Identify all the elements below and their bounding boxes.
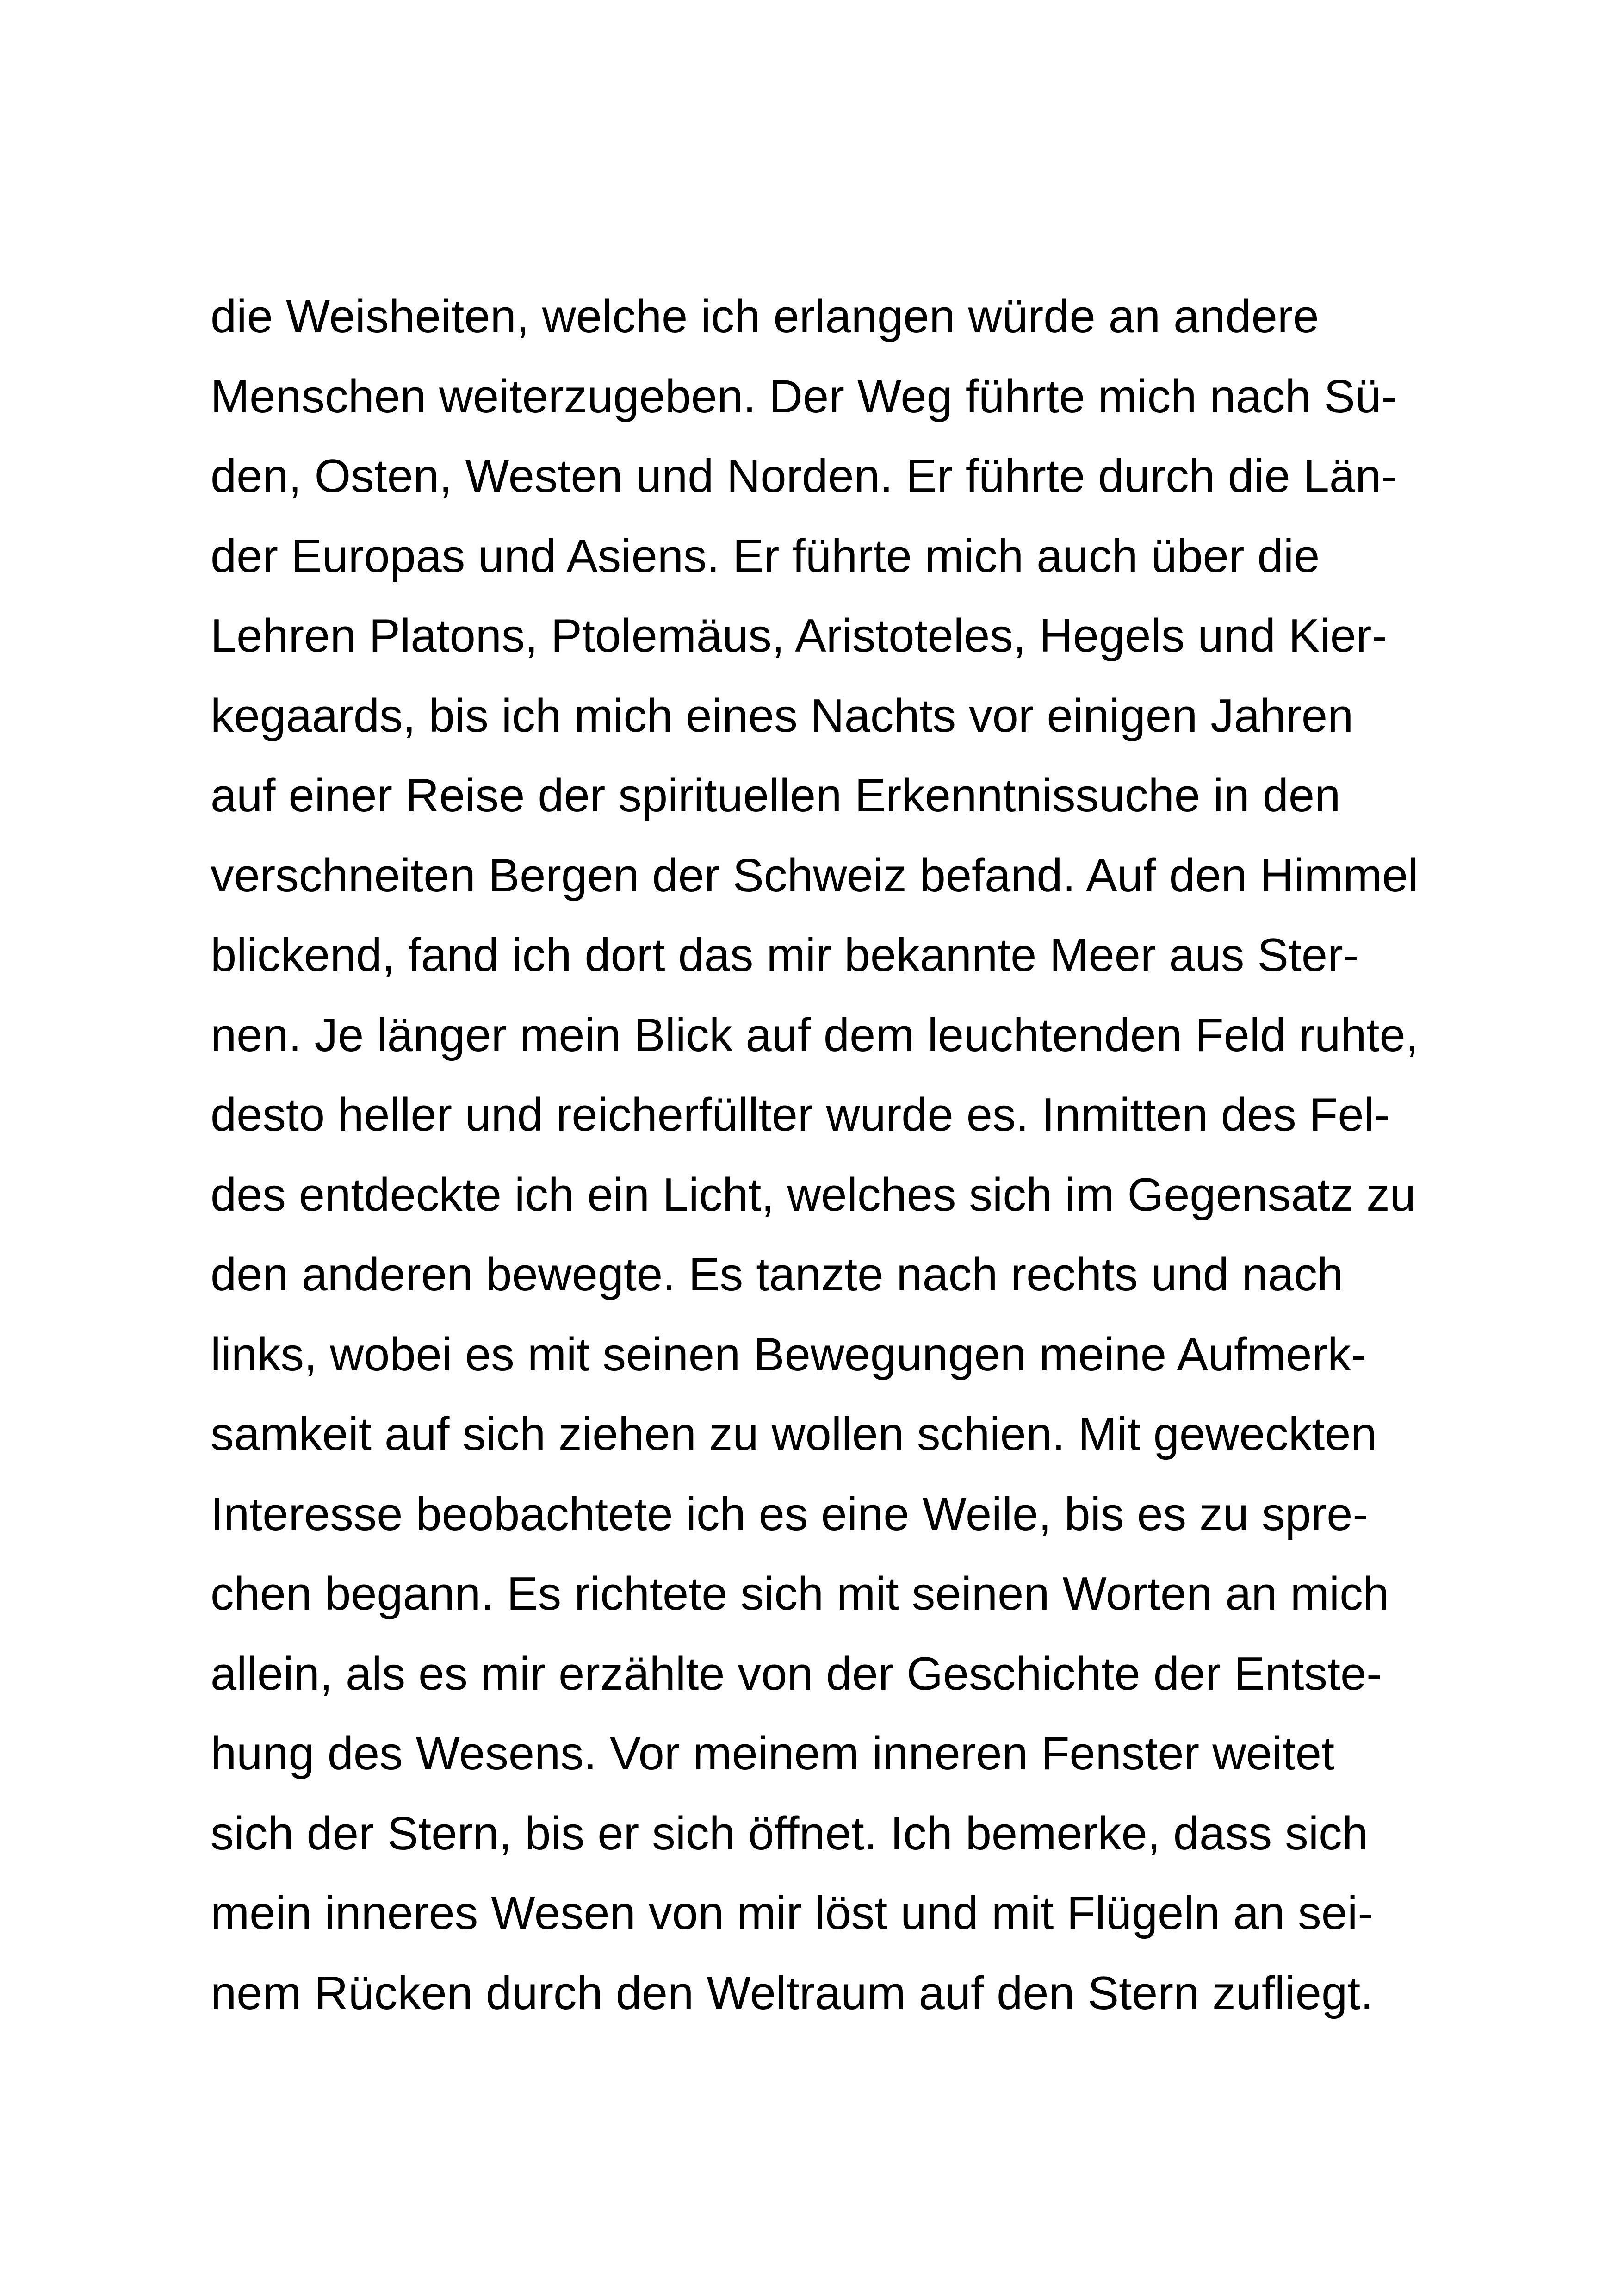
text-line: desto heller und reicherfüllter wurde es. Inmitten des Fel-: [211, 1089, 1390, 1141]
text-line: hung des Wesens. Vor meinem inneren Fenster weitet: [211, 1728, 1335, 1780]
text-line: den, Osten, Westen und Norden. Er führte durch die Län-: [211, 450, 1397, 502]
text-line: chen begann. Es richtete sich mit seinen Worten an mich: [211, 1568, 1389, 1620]
text-line: die Weisheiten, welche ich erlangen würde an andere: [211, 291, 1319, 342]
text-line: mein inneres Wesen von mir löst und mit Flügeln an sei-: [211, 1887, 1374, 1939]
text-line: den anderen bewegte. Es tanzte nach rechts und nach: [211, 1249, 1344, 1300]
text-line: der Europas und Asiens. Er führte mich auch über die: [211, 530, 1320, 582]
text-line: Lehren Platons, Ptolemäus, Aristoteles, Hegels und Kier-: [211, 610, 1388, 662]
text-line: auf einer Reise der spirituellen Erkenntnissuche in den: [211, 770, 1341, 821]
text-line: Menschen weiterzugeben. Der Weg führte mich nach Sü-: [211, 370, 1397, 423]
text-line: sich der Stern, bis er sich öffnet. Ich bemerke, dass sich: [211, 1807, 1368, 1860]
text-line: verschneiten Bergen der Schweiz befand. Auf den Himmel: [211, 849, 1419, 902]
body-text: [211, 277, 1460, 2033]
text-line: des entdeckte ich ein Licht, welches sich im Gegensatz zu: [211, 1169, 1416, 1221]
text-line: nen. Je länger mein Blick auf dem leuchtenden Feld ruhte,: [211, 1009, 1419, 1061]
text-line: links, wobei es mit seinen Bewegungen meine Aufmerk-: [211, 1328, 1367, 1381]
text-line: blickend, fand ich dort das mir bekannte Meer aus Ster-: [211, 929, 1359, 981]
text-line: samkeit auf sich ziehen zu wollen schien. Mit geweckten: [211, 1408, 1377, 1460]
text-line: nem Rücken durch den Weltraum auf den Stern zufliegt.: [211, 1967, 1374, 2019]
text-line: kegaards, bis ich mich eines Nachts vor einigen Jahren: [211, 690, 1354, 742]
text-line: Interesse beobachtete ich es eine Weile, bis es zu spre-: [211, 1488, 1369, 1540]
text-line: allein, als es mir erzählte von der Geschichte der Entste-: [211, 1648, 1382, 1700]
